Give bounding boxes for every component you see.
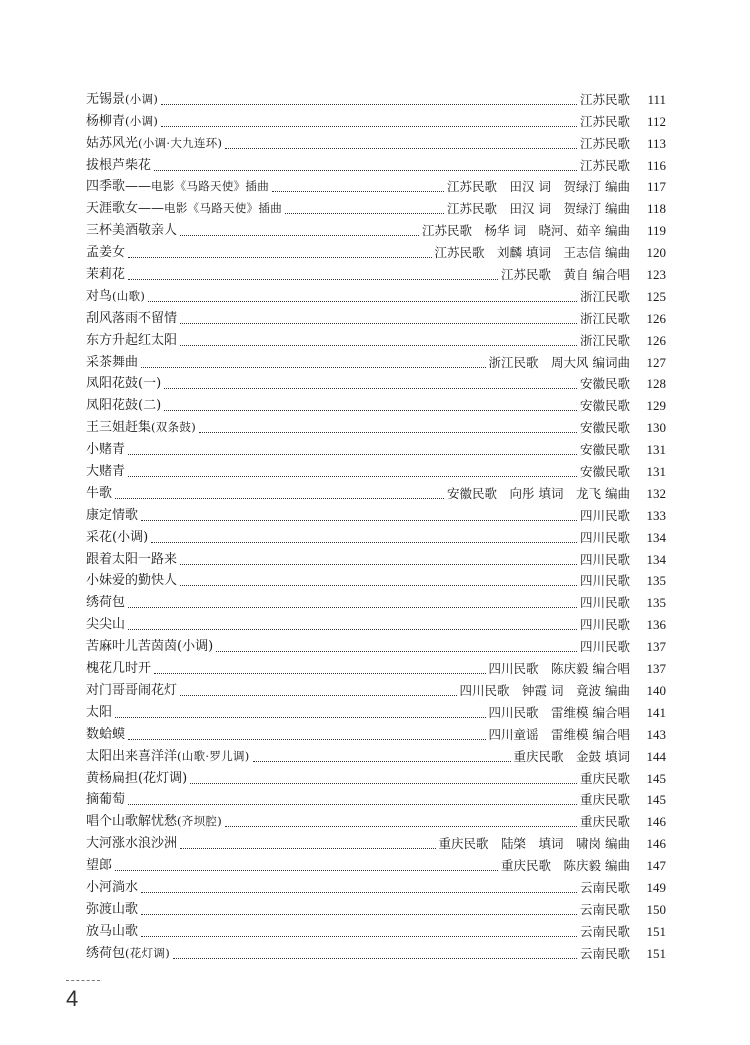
song-title <box>86 288 145 305</box>
song-title-text: 四季歌—— <box>86 179 152 195</box>
song-title-text: 对鸟 <box>86 288 113 304</box>
dot-leader <box>190 782 577 784</box>
song-title-text: 小河淌水 <box>86 879 139 895</box>
dot-leader <box>154 672 486 674</box>
dot-leader <box>199 431 577 433</box>
song-credit: 四川民歌 钟霞 词 竟波 编曲 <box>459 682 630 698</box>
song-title-text: 对门哥哥闹花灯 <box>86 682 178 698</box>
toc-entry[interactable] <box>86 458 666 480</box>
song-title-text: 采茶舞曲 <box>86 354 139 370</box>
song-subtitle: (花灯调) <box>125 945 170 960</box>
song-title-text: 茉莉花 <box>86 267 126 283</box>
dot-leader <box>115 869 498 871</box>
toc-entry[interactable] <box>86 217 666 239</box>
page-ref: 136 <box>646 617 666 633</box>
toc-entry[interactable] <box>86 524 666 546</box>
song-credit: 浙江民歌 <box>579 310 630 326</box>
toc-entry[interactable] <box>86 765 666 787</box>
song-credit: 浙江民歌 周大风 编词曲 <box>488 354 630 370</box>
page-ref: 147 <box>646 858 666 874</box>
dot-leader <box>148 300 577 302</box>
song-title-text: 苦麻叶儿苦茵茵(小调) <box>86 639 214 655</box>
dot-leader <box>141 913 577 915</box>
dot-leader <box>115 497 444 499</box>
dot-leader <box>141 519 577 521</box>
song-title-text: 康定情歌 <box>86 507 139 523</box>
page-ref: 133 <box>646 507 666 523</box>
dot-leader <box>225 825 577 827</box>
page-ref: 151 <box>646 945 666 961</box>
song-credit: 四川民歌 <box>579 507 630 523</box>
song-title <box>86 419 196 436</box>
toc-entry[interactable] <box>86 743 666 765</box>
toc-entry[interactable] <box>86 327 666 349</box>
song-title <box>86 880 138 896</box>
toc-entry[interactable] <box>86 611 666 633</box>
song-credit: 重庆民歌 金鼓 填词 <box>513 748 630 764</box>
song-title-text: 凤阳花鼓(一) <box>86 376 162 392</box>
song-credit: 重庆民歌 陈庆毅 编曲 <box>501 858 630 874</box>
song-title <box>86 267 125 283</box>
song-credit: 四川民歌 <box>579 529 630 545</box>
page-ref: 144 <box>646 748 666 764</box>
page-ref: 117 <box>646 179 666 195</box>
toc-entry[interactable] <box>86 874 666 896</box>
toc-entry[interactable] <box>86 852 666 874</box>
song-credit: 云南民歌 <box>579 923 630 939</box>
page-ref: 143 <box>646 726 666 742</box>
song-credit: 四川民歌 陈庆毅 编合唱 <box>488 661 630 677</box>
page-ref: 118 <box>646 201 666 217</box>
song-title-text: 弥渡山歌 <box>86 901 139 917</box>
song-credit: 江苏民歌 黄自 编合唱 <box>501 267 630 283</box>
dot-leader <box>164 387 577 389</box>
song-subtitle: (齐坝腔) <box>177 814 222 829</box>
song-credit: 安徽民歌 <box>579 376 630 392</box>
song-title-text: 小赌青 <box>86 442 126 458</box>
song-title <box>86 113 158 130</box>
toc-entry[interactable] <box>86 86 666 108</box>
toc-entry[interactable] <box>86 918 666 940</box>
song-title <box>86 158 151 174</box>
song-credit: 安徽民歌 向彤 填词 龙飞 编曲 <box>447 485 630 501</box>
song-title <box>86 376 161 392</box>
dot-leader <box>128 453 577 455</box>
dot-leader <box>128 475 577 477</box>
song-title <box>86 200 282 217</box>
song-title <box>86 902 138 918</box>
song-title <box>86 617 125 633</box>
toc-entry[interactable] <box>86 546 666 568</box>
song-credit: 四川童谣 雷维模 编合唱 <box>488 726 630 742</box>
page-ref: 129 <box>646 398 666 414</box>
song-credit: 安徽民歌 <box>579 420 630 436</box>
song-credit: 安徽民歌 <box>579 464 630 480</box>
song-credit: 四川民歌 <box>579 639 630 655</box>
toc-entry[interactable] <box>86 414 666 436</box>
song-title-text: 东方升起红太阳 <box>86 332 178 348</box>
song-title <box>86 727 125 743</box>
song-credit: 云南民歌 <box>579 879 630 895</box>
page-ref: 137 <box>646 661 666 677</box>
song-credit: 江苏民歌 田汉 词 贺绿汀 编曲 <box>447 179 630 195</box>
song-title-text: 尖尖山 <box>86 617 126 633</box>
dot-leader <box>180 694 457 696</box>
page-ref: 151 <box>646 923 666 939</box>
page-ref: 141 <box>646 704 666 720</box>
page-ref: 113 <box>646 135 666 151</box>
page-ref: 126 <box>646 332 666 348</box>
toc-entry[interactable] <box>86 392 666 414</box>
song-title-text: 黄杨扁担(花灯调) <box>86 770 188 786</box>
toc-entry[interactable] <box>86 195 666 217</box>
song-credit: 浙江民歌 <box>579 288 630 304</box>
song-title <box>86 573 177 589</box>
song-subtitle: (小调) <box>125 91 159 106</box>
page-ref: 145 <box>646 770 666 786</box>
song-title <box>86 178 269 195</box>
song-credit: 四川民歌 <box>579 617 630 633</box>
song-credit: 四川民歌 <box>579 551 630 567</box>
song-title-text: 绣荷包 <box>86 595 126 611</box>
song-title <box>86 748 250 765</box>
dot-leader <box>285 212 444 214</box>
song-title <box>86 858 112 874</box>
page-ref: 135 <box>646 573 666 589</box>
song-title-text: 刮风落雨不留情 <box>86 310 178 326</box>
dot-leader <box>154 169 577 171</box>
dot-leader <box>161 125 577 127</box>
toc-entry[interactable] <box>86 239 666 261</box>
dot-leader <box>141 366 486 368</box>
song-subtitle: (小调·大九连环) <box>138 135 223 150</box>
toc-entry[interactable] <box>86 940 666 962</box>
dot-leader <box>141 891 577 893</box>
page-ref: 150 <box>646 901 666 917</box>
dot-leader <box>128 278 498 280</box>
song-credit: 四川民歌 <box>579 595 630 611</box>
toc-entry[interactable] <box>86 568 666 590</box>
song-credit: 安徽民歌 <box>579 398 630 414</box>
song-title-text: 小妹爱的勤快人 <box>86 573 178 589</box>
toc-entry[interactable] <box>86 830 666 852</box>
song-title <box>86 661 151 677</box>
dot-leader <box>225 147 577 149</box>
song-title <box>86 836 177 852</box>
dot-leader <box>216 650 577 652</box>
dot-leader <box>151 541 577 543</box>
dot-leader <box>180 344 577 346</box>
toc-entry[interactable] <box>86 130 666 152</box>
song-title-text: 孟姜女 <box>86 245 126 261</box>
song-title-text: 绣荷包 <box>86 945 126 961</box>
song-credit: 四川民歌 雷维模 编合唱 <box>488 704 630 720</box>
page-ref: 130 <box>646 420 666 436</box>
toc-entry[interactable] <box>86 808 666 830</box>
song-title <box>86 924 138 940</box>
page-ref: 127 <box>646 354 666 370</box>
song-title <box>86 771 187 787</box>
toc-entry[interactable] <box>86 633 666 655</box>
song-title-text: 唱个山歌解忧愁 <box>86 814 178 830</box>
toc-entry[interactable] <box>86 787 666 809</box>
dot-leader <box>128 256 432 258</box>
song-title <box>86 135 222 152</box>
page-ref: 126 <box>646 310 666 326</box>
toc-entry[interactable] <box>86 699 666 721</box>
toc-entry[interactable] <box>86 502 666 524</box>
toc-entry[interactable] <box>86 305 666 327</box>
toc-entry[interactable] <box>86 896 666 918</box>
dot-leader <box>115 716 486 718</box>
song-title <box>86 333 177 349</box>
dot-leader <box>128 803 577 805</box>
footer-divider <box>66 980 100 981</box>
dot-leader <box>180 563 577 565</box>
page-ref: 131 <box>646 442 666 458</box>
song-title-text: 大赌青 <box>86 464 126 480</box>
song-title <box>86 595 125 611</box>
song-title <box>86 639 213 655</box>
song-credit: 江苏民歌 <box>579 91 630 107</box>
toc-entry[interactable] <box>86 174 666 196</box>
dot-leader <box>180 584 577 586</box>
song-subtitle: 电影《马路天使》插曲 <box>151 179 270 194</box>
song-title-text: 太阳 <box>86 704 113 720</box>
song-title-text: 采花(小调) <box>86 529 149 545</box>
song-credit: 重庆民歌 <box>579 770 630 786</box>
dot-leader <box>164 409 577 411</box>
song-title <box>86 355 138 371</box>
song-title-text: 跟着太阳一路来 <box>86 551 178 567</box>
page-ref: 131 <box>646 464 666 480</box>
song-title-text: 无锡景 <box>86 91 126 107</box>
page-ref: 111 <box>647 91 666 107</box>
song-subtitle: (山歌) <box>112 288 146 303</box>
table-of-contents <box>86 86 666 962</box>
song-title <box>86 813 222 830</box>
song-credit: 江苏民歌 <box>579 157 630 173</box>
page-ref: 120 <box>646 245 666 261</box>
page-ref: 134 <box>646 529 666 545</box>
toc-entry[interactable] <box>86 677 666 699</box>
dot-leader <box>180 322 577 324</box>
song-title-text: 牛歌 <box>86 485 113 501</box>
song-subtitle: (山歌·罗儿调) <box>177 748 250 763</box>
toc-entry[interactable] <box>86 436 666 458</box>
song-title-text: 望郎 <box>86 858 113 874</box>
dot-leader <box>161 103 577 105</box>
song-credit: 重庆民歌 <box>579 814 630 830</box>
song-title <box>86 683 177 699</box>
song-title-text: 太阳出来喜洋洋 <box>86 748 178 764</box>
song-credit: 江苏民歌 田汉 词 贺绿汀 编曲 <box>447 201 630 217</box>
song-title <box>86 705 112 721</box>
song-title-text: 拔根芦柴花 <box>86 157 152 173</box>
dot-leader <box>128 606 577 608</box>
song-title <box>86 442 125 458</box>
song-title <box>86 245 125 261</box>
toc-entry[interactable] <box>86 655 666 677</box>
song-credit: 云南民歌 <box>579 901 630 917</box>
song-title <box>86 945 170 962</box>
song-credit: 重庆民歌 <box>579 792 630 808</box>
song-credit: 云南民歌 <box>579 945 630 961</box>
toc-entry[interactable] <box>86 371 666 393</box>
song-title <box>86 311 177 327</box>
song-title-text: 槐花几时开 <box>86 661 152 677</box>
song-title-text: 王三姐赶集 <box>86 420 152 436</box>
page-ref: 149 <box>646 879 666 895</box>
dot-leader <box>173 957 577 959</box>
song-subtitle: (双条鼓) <box>151 420 196 435</box>
toc-entry[interactable] <box>86 283 666 305</box>
song-credit: 重庆民歌 陆棨 填词 啸岗 编曲 <box>438 836 630 852</box>
dot-leader <box>180 234 419 236</box>
dot-leader <box>272 190 444 192</box>
toc-entry[interactable] <box>86 152 666 174</box>
page-ref: 134 <box>646 551 666 567</box>
dot-leader <box>128 738 486 740</box>
song-credit: 四川民歌 <box>579 573 630 589</box>
song-title-text: 数蛤蟆 <box>86 726 126 742</box>
toc-entry[interactable] <box>86 721 666 743</box>
page-ref: 125 <box>646 288 666 304</box>
page-ref: 137 <box>646 639 666 655</box>
song-title-text: 姑苏风光 <box>86 135 139 151</box>
song-title <box>86 552 177 568</box>
song-credit: 浙江民歌 <box>579 332 630 348</box>
page-ref: 146 <box>646 814 666 830</box>
song-title-text: 摘葡萄 <box>86 792 126 808</box>
page-ref: 140 <box>646 682 666 698</box>
toc-entry[interactable] <box>86 589 666 611</box>
song-title-text: 大河涨水浪沙洲 <box>86 836 178 852</box>
song-title <box>86 223 177 239</box>
page-ref: 128 <box>646 376 666 392</box>
page-ref: 146 <box>646 836 666 852</box>
dot-leader <box>253 760 511 762</box>
dot-leader <box>180 847 436 849</box>
song-title-text: 凤阳花鼓(二) <box>86 398 162 414</box>
song-title <box>86 464 125 480</box>
page-ref: 135 <box>646 595 666 611</box>
song-credit: 安徽民歌 <box>579 442 630 458</box>
toc-entry[interactable] <box>86 480 666 502</box>
song-title-text: 杨柳青 <box>86 113 126 129</box>
page-ref: 119 <box>646 223 666 239</box>
page-ref: 145 <box>646 792 666 808</box>
toc-entry[interactable] <box>86 349 666 371</box>
song-credit: 江苏民歌 <box>579 135 630 151</box>
song-subtitle: 电影《马路天使》插曲 <box>164 201 283 216</box>
song-credit: 江苏民歌 杨华 词 晓河、茹辛 编曲 <box>422 223 630 239</box>
song-credit: 江苏民歌 <box>579 113 630 129</box>
toc-entry[interactable] <box>86 108 666 130</box>
page-ref: 116 <box>646 157 666 173</box>
dot-leader <box>141 935 577 937</box>
page-number: 4 <box>66 986 79 1011</box>
song-title <box>86 486 112 502</box>
toc-entry[interactable] <box>86 261 666 283</box>
song-title <box>86 91 158 108</box>
song-title-text: 天涯歌女—— <box>86 201 165 217</box>
song-title <box>86 530 148 546</box>
song-title-text: 放马山歌 <box>86 923 139 939</box>
page-ref: 112 <box>646 113 666 129</box>
page-ref: 123 <box>646 267 666 283</box>
dot-leader <box>128 628 577 630</box>
page-ref: 132 <box>646 485 666 501</box>
song-title <box>86 508 138 524</box>
song-subtitle: (小调) <box>125 113 159 128</box>
song-credit: 江苏民歌 刘麟 填词 王志信 编曲 <box>434 245 630 261</box>
song-title-text: 三杯美酒敬亲人 <box>86 223 178 239</box>
song-title <box>86 792 125 808</box>
song-title <box>86 398 161 414</box>
